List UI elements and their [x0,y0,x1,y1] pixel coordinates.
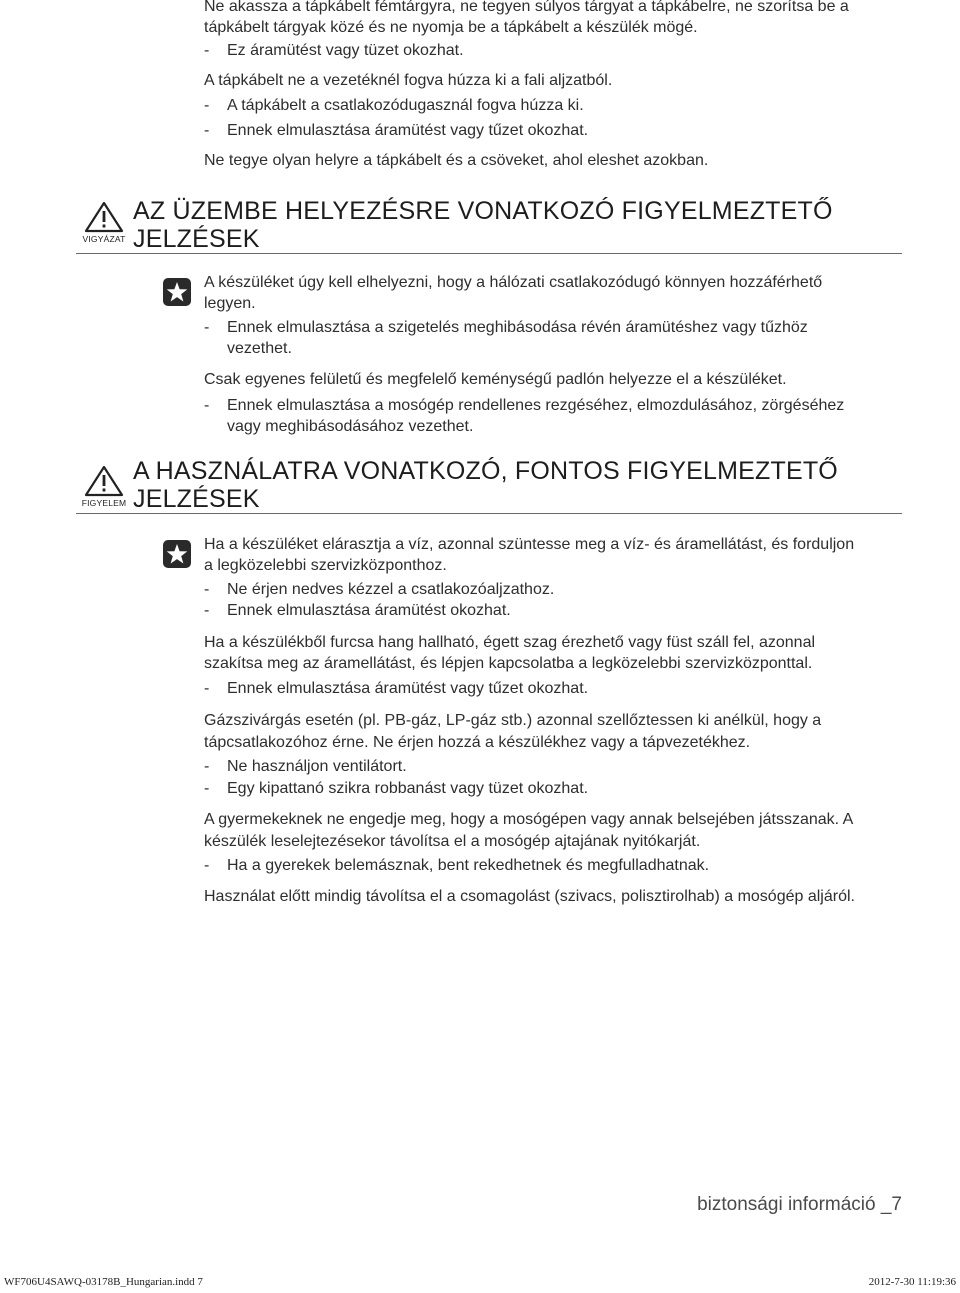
bullet-dash: - [204,680,210,697]
bullet-dash: - [204,581,210,598]
text-line: Ennek elmulasztása áramütést vagy tűzet okozhat. [227,122,589,139]
text-line: legyen. [204,295,256,312]
text-line: Egy kipattanó szikra robbanást vagy tüzet okozhat. [227,780,589,797]
section-heading: A HASZNÁLATRA VONATKOZÓ, FONTOS FIGYELMEZTETŐ [133,457,838,485]
text-line: készülék leselejtezésekor távolítsa el a mosógép ajtajának nyitókarját. [204,833,701,850]
text-line: Gázszivárgás esetén (pl. PB-gáz, LP-gáz stb.) azonnal szellőztessen ki anélkül, hogy a [204,712,822,729]
text-line: Ne tegye olyan helyre a tápkábelt és a csöveket, ahol eleshet azokban. [204,152,709,169]
print-slug-date: 2012-7-30 11:19:36 [868,1276,956,1288]
text-line: A tápkábelt a csatlakozódugasznál fogva húzza ki. [227,97,584,114]
warning-triangle-icon [84,465,124,497]
text-line: tápkábelt tárgyak közé és ne nyomja be a tápkábelt a készülék mögé. [204,19,698,36]
text-line: Ne akassza a tápkábelt fémtárgyra, ne tegyen súlyos tárgyat a tápkábelre, ne szorítsa be a [204,0,849,15]
text-line: A tápkábelt ne a vezetéknél fogva húzza ki a fali aljzatból. [204,72,613,89]
bullet-dash: - [204,758,210,775]
text-line: Ha a készüléket elárasztja a víz, azonnal szüntesse meg a víz- és áramellátást, és forduljon [204,536,855,553]
section-heading: JELZÉSEK [133,225,260,253]
text-line: tápcsatlakozóhoz érne. Ne érjen hozzá a készülékhez vagy a tápvezetékhez. [204,734,751,751]
warning-triangle-icon [84,201,124,233]
text-line: Ennek elmulasztása a mosógép rendellenes rezgéséhez, elmozdulásához, zörgéséhez [227,397,845,414]
section-heading: JELZÉSEK [133,485,260,513]
text-line: szakítsa meg az áramellátást, és lépjen kapcsolatba a legközelebbi szervizközponttal. [204,655,813,672]
section-divider [76,253,902,254]
bullet-dash: - [204,857,210,874]
warning-label: FIGYELEM [81,498,127,508]
text-line: a legközelebbi szervizközponthoz. [204,557,447,574]
section-heading: AZ ÜZEMBE HELYEZÉSRE VONATKOZÓ FIGYELMEZTETŐ [133,197,833,225]
page-number-label: biztonsági információ _7 [697,1194,902,1215]
text-line: A készüléket úgy kell elhelyezni, hogy a hálózati csatlakozódugó könnyen hozzáférhető [204,274,823,291]
bullet-dash: - [204,780,210,797]
bullet-dash: - [204,319,210,336]
text-line: vezethet. [227,340,292,357]
star-box-icon [162,277,192,307]
print-slug-filename: WF706U4SAWQ-03178B_Hungarian.indd 7 [4,1276,203,1288]
text-line: Ennek elmulasztása áramütést vagy tűzet okozhat. [227,680,589,697]
text-line: Csak egyenes felületű és megfelelő keménységű padlón helyezze el a készüléket. [204,371,787,388]
bullet-dash: - [204,602,210,619]
text-line: Ne használjon ventilátort. [227,758,407,775]
figyelem-warning [80,465,128,508]
text-line: Ez áramütést vagy tüzet okozhat. [227,42,464,59]
warning-label: VIGYÁZAT [82,234,126,244]
text-line: Ha a gyerekek belemásznak, bent rekedhetnek és megfulladhatnak. [227,857,710,874]
vigyazat-warning [80,201,128,244]
text-line: vagy meghibásodásához vezethet. [227,418,474,435]
text-line: Ha a készülékből furcsa hang hallható, égett szag érezhető vagy füst száll fel, azonnal [204,634,816,651]
star-box-icon [162,539,192,569]
text-line: A gyermekeknek ne engedje meg, hogy a mosógépen vagy annak belsejében játsszanak. A [204,811,854,828]
text-line: Ne érjen nedves kézzel a csatlakozóaljzathoz. [227,581,555,598]
bullet-dash: - [204,122,210,139]
text-line: Ennek elmulasztása áramütést okozhat. [227,602,511,619]
bullet-dash: - [204,97,210,114]
text-line: Használat előtt mindig távolítsa el a csomagolást (szivacs, polisztirolhab) a mosógép aljáról. [204,888,855,905]
text-line: Ennek elmulasztása a szigetelés meghibásodása révén áramütéshez vagy tűzhöz [227,319,808,336]
bullet-dash: - [204,397,210,414]
bullet-dash: - [204,42,210,59]
section-divider [76,513,902,514]
